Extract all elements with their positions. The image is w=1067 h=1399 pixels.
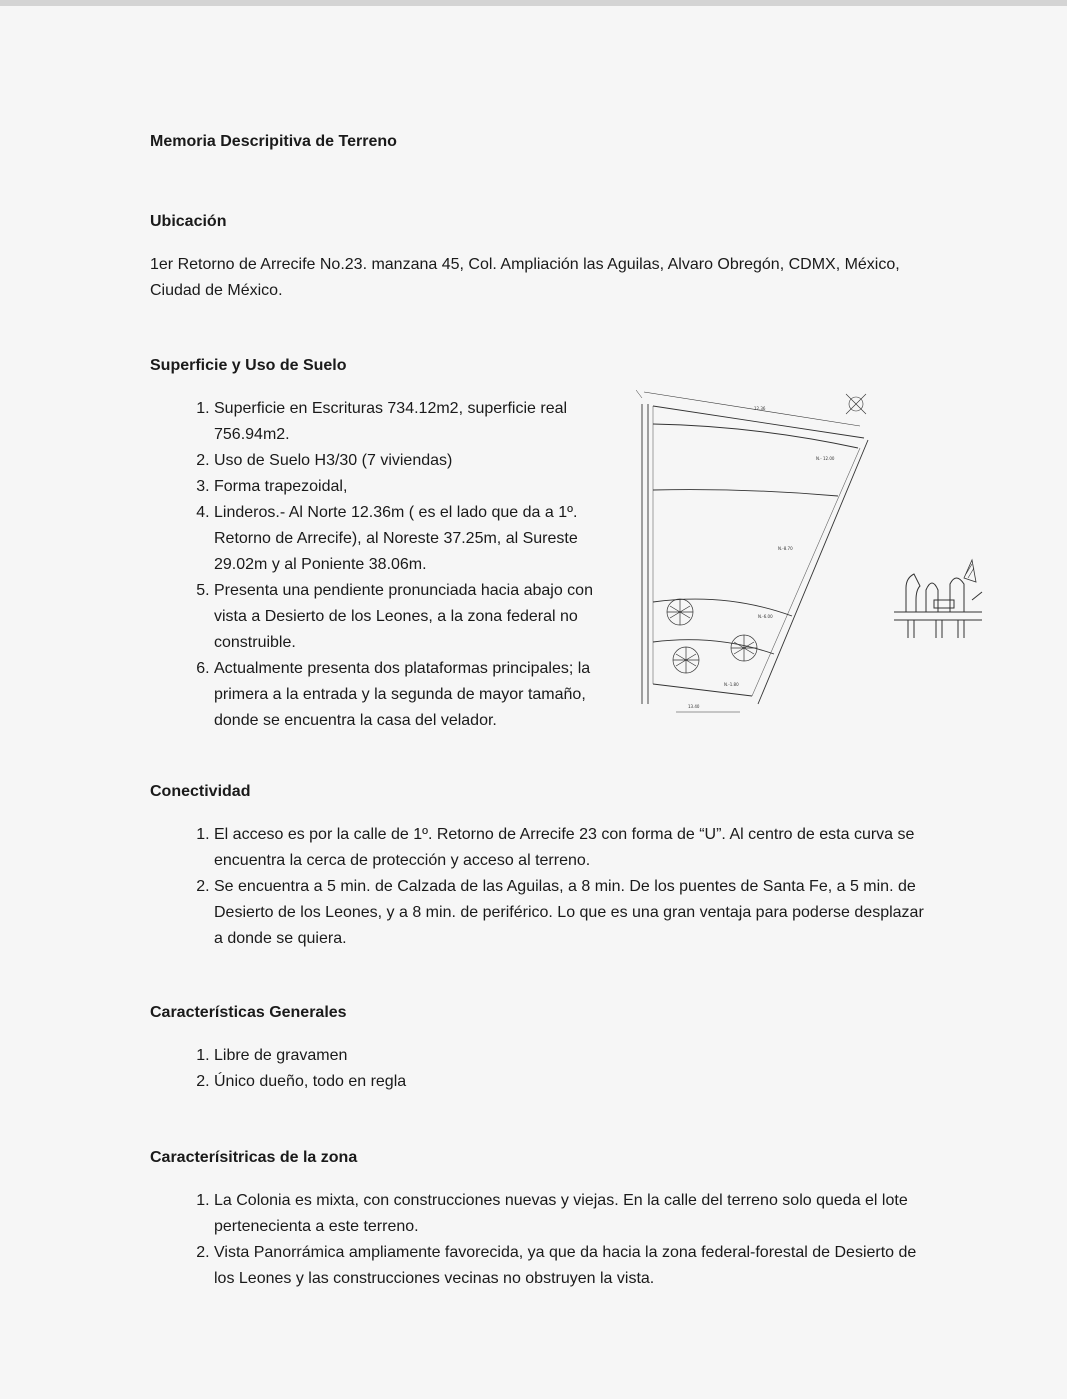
plan-label: N.-8.70 bbox=[778, 546, 793, 551]
plan-label: N.-1.80 bbox=[724, 682, 739, 687]
section-heading-ubicacion: Ubicación bbox=[150, 213, 227, 230]
list-item: 5. Presenta una pendiente pronunciada hacia abajo con vista a Desierto de los Leones, a la zona federal no construible. bbox=[214, 578, 616, 656]
section-heading-generales: Características Generales bbox=[150, 1004, 347, 1021]
generales-list bbox=[150, 1043, 934, 1095]
list-item: 2. Único dueño, todo en regla bbox=[214, 1069, 934, 1095]
superficie-list bbox=[150, 396, 616, 734]
list-item: 2. Vista Panorrámica ampliamente favorecida, ya que da hacia la zona federal-forestal de Desierto de los Leones y las construcciones vecinas no obstruyen la vista. bbox=[214, 1240, 934, 1292]
platform-curve-2 bbox=[653, 490, 838, 496]
list-item: 1. Libre de gravamen bbox=[214, 1043, 934, 1069]
section-heading-superficie: Superficie y Uso de Suelo bbox=[150, 357, 347, 374]
document-title: Memoria Descripitiva de Terreno bbox=[150, 133, 397, 150]
ubicacion-address: 1er Retorno de Arrecife No.23. manzana 45, Col. Ampliación las Aguilas, Alvaro Obregón, CDMX, México, Ciudad de México. bbox=[150, 256, 900, 299]
list-item: 1. Superficie en Escrituras 734.12m2, superficie real 756.94m2. bbox=[214, 396, 616, 448]
plan-label: 12.36 bbox=[754, 406, 766, 411]
conectividad-list bbox=[150, 822, 934, 952]
tree-icon bbox=[731, 635, 757, 661]
list-item: 2. Uso de Suelo H3/30 (7 viviendas) bbox=[214, 448, 616, 474]
list-item: 3. Forma trapezoidal, bbox=[214, 474, 616, 500]
tree-icon bbox=[667, 599, 693, 625]
section-heading-zona: Caracterísitricas de la zona bbox=[150, 1149, 358, 1166]
list-item: 1. La Colonia es mixta, con construcciones nuevas y viejas. En la calle del terreno solo queda el lote pertenecienta a este terreno. bbox=[214, 1188, 934, 1240]
section-heading-conectividad: Conectividad bbox=[150, 783, 251, 800]
location-map-drawing bbox=[892, 554, 984, 640]
list-item: 2. Se encuentra a 5 min. de Calzada de las Aguilas, a 8 min. De los puentes de Santa Fe, a 5 min. de Desierto de los Leones, y a 8 min. de periférico. Lo que es una gran ventaja para poderse desplazar a donde se quiera. bbox=[214, 874, 934, 952]
list-item: 6. Actualmente presenta dos plataformas principales; la primera a la entrada y la segunda de mayor tamaño, donde se encuentra la casa del velador. bbox=[214, 656, 616, 734]
list-item: 4. Linderos.- Al Norte 12.36m ( es el lado que da a 1º. Retorno de Arrecife), al Noreste 37.25m, al Sureste 29.02m y al Poniente 38.06m. bbox=[214, 500, 616, 578]
list-item: 1. El acceso es por la calle de 1º. Retorno de Arrecife 23 con forma de “U”. Al centro de esta curva se encuentra la cerca de protección y acceso al terreno. bbox=[214, 822, 934, 874]
plan-label: 13.40 bbox=[688, 704, 700, 709]
plan-east-boundary bbox=[758, 440, 868, 704]
site-plan-drawing bbox=[636, 384, 886, 720]
zona-list bbox=[150, 1188, 934, 1292]
plan-label: N.-6.00 bbox=[758, 614, 773, 619]
platform-curve-1 bbox=[653, 424, 858, 448]
plan-label: N.- 12.00 bbox=[816, 456, 835, 461]
tree-icon bbox=[673, 647, 699, 673]
